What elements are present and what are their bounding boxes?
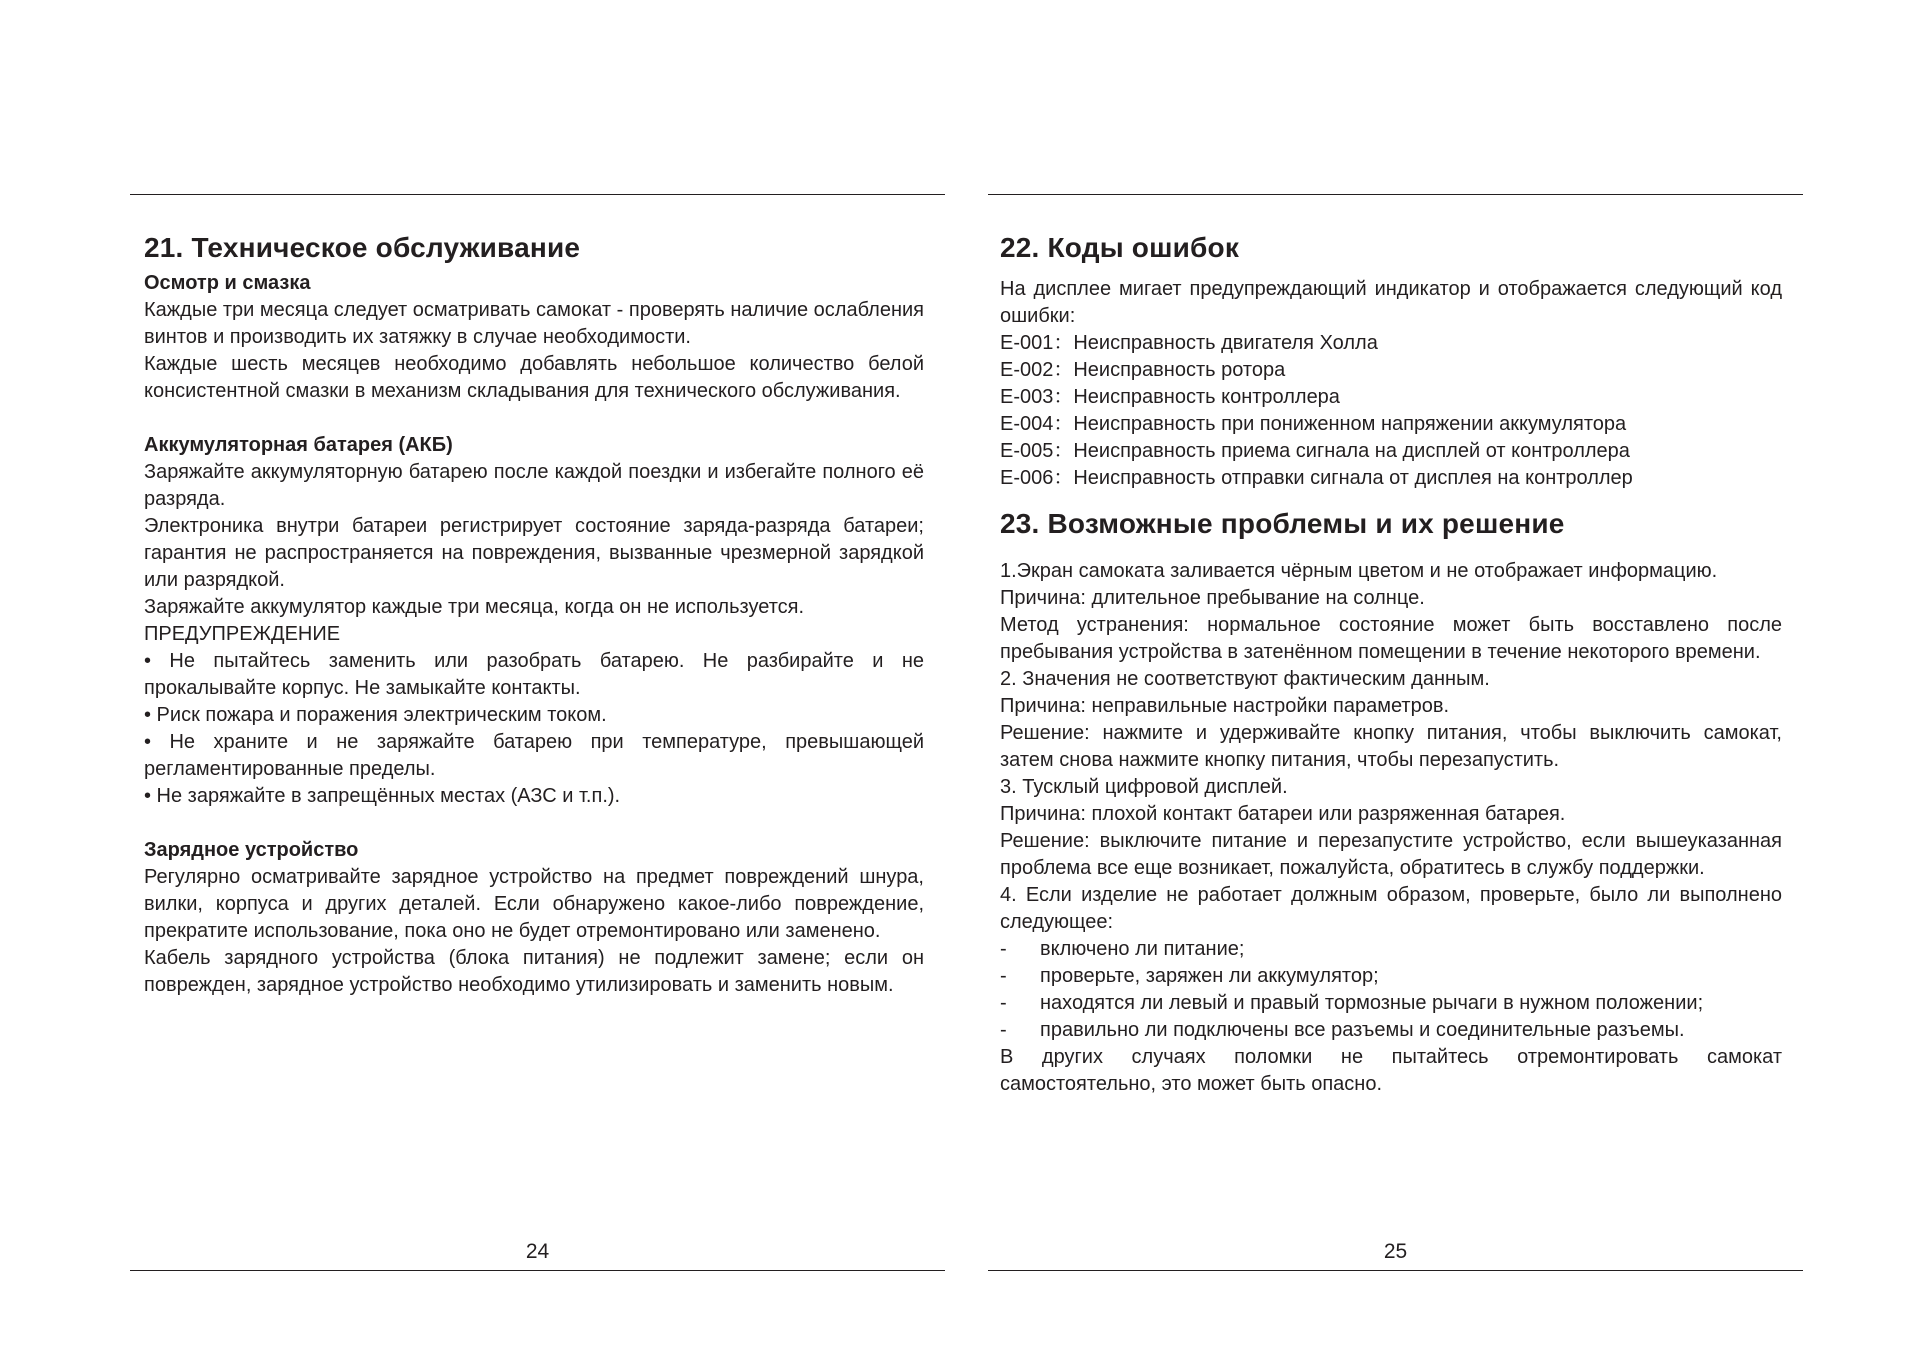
error-code: E-006：Неисправность отправки сигнала от дисплея на контроллер — [1000, 467, 1633, 489]
warning-item: • Не заряжайте в запрещённых местах (АЗС и т.п.). — [144, 785, 621, 807]
checklist-text: проверьте, заряжен ли аккумулятор; — [1040, 965, 1379, 987]
paragraph: Электроника внутри батареи регистрирует состояние заряда-разряда батареи; гарантия не распространяется на повреждения, вызванные чрезмерной зарядкой или разрядкой. — [144, 515, 924, 591]
problem-line: Метод устранения: нормальное состояние может быть восставлено после пребывания устройства в затенённом помещении в течение некоторого времени. — [1000, 614, 1782, 663]
problem-line: Решение: нажмите и удерживайте кнопку питания, чтобы выключить самокат, затем снова нажмите кнопку питания, чтобы перезапустить. — [1000, 722, 1782, 771]
checklist-item — [1000, 990, 1782, 1017]
left-page — [130, 0, 945, 1357]
section-title: 22. Коды ошибок — [1000, 232, 1240, 263]
right-page — [988, 0, 1803, 1357]
checklist-text: находятся ли левый и правый тормозные рычаги в нужном положении; — [1040, 992, 1704, 1014]
error-intro: На дисплее мигает предупреждающий индикатор и отображается следующий код ошибки: — [1000, 278, 1782, 327]
paragraph: Кабель зарядного устройства (блока питания) не подлежит замене; если он поврежден, зарядное устройство необходимо утилизировать и заменить новым. — [144, 947, 924, 996]
bottom-divider — [130, 1270, 945, 1271]
warning-label: ПРЕДУПРЕЖДЕНИЕ — [144, 623, 341, 645]
dash-marker: - — [1000, 992, 1007, 1014]
paragraph: Регулярно осматривайте зарядное устройство на предмет повреждений шнура, вилки, корпуса и других деталей. Если обнаружено какое-либо повреждение, прекратите использование, пока оно не будет отремонтировано или заменено. — [144, 866, 924, 942]
battery-heading: Аккумуляторная батарея (АКБ) — [144, 434, 453, 456]
section-title: 23. Возможные проблемы и их решение — [1000, 508, 1565, 539]
problems-list — [1000, 558, 1782, 1098]
problem-line: 1.Экран самоката заливается чёрным цветом и не отображает информацию. — [1000, 560, 1718, 582]
checklist-text: включено ли питание; — [1040, 938, 1245, 960]
problem-line: Причина: плохой контакт батареи или разряженная батарея. — [1000, 803, 1566, 825]
right-content — [1000, 230, 1782, 1098]
paragraph: Заряжайте аккумулятор каждые три месяца, когда он не используется. — [144, 596, 805, 618]
dash-marker: - — [1000, 938, 1007, 960]
warning-item: • Риск пожара и поражения электрическим током. — [144, 704, 607, 726]
error-code: E-002：Неисправность ротора — [1000, 359, 1286, 381]
closing-note: В других случаях поломки не пытайтесь отремонтировать самокат самостоятельно, это может быть опасно. — [1000, 1046, 1782, 1095]
checklist-item — [1000, 936, 1782, 963]
warning-item: • Не пытайтесь заменить или разобрать батарею. Не разбирайте и не прокалывайте корпус. Не замыкайте контакты. — [144, 650, 924, 699]
maintenance-section — [144, 230, 924, 999]
problem-line: 2. Значения не соответствуют фактическим данным. — [1000, 668, 1490, 690]
charger-heading: Зарядное устройство — [144, 839, 359, 861]
section-title: 21. Техническое обслуживание — [144, 232, 581, 263]
problem-line: 4. Если изделие не работает должным образом, проверьте, было ли выполнено следующее: — [1000, 884, 1782, 933]
problem-line: Решение: выключите питание и перезапустите устройство, если вышеуказанная проблема все еще возникает, пожалуйста, обратитесь в службу поддержки. — [1000, 830, 1782, 879]
checklist-item — [1000, 963, 1782, 990]
problem-line: Причина: длительное пребывание на солнце. — [1000, 587, 1425, 609]
paragraph: Каждые три месяца следует осматривать самокат - проверять наличие ослабления винтов и производить их затяжку в случае необходимости. — [144, 299, 924, 348]
error-code: E-004：Неисправность при пониженном напряжении аккумулятора — [1000, 413, 1627, 435]
top-divider — [130, 194, 945, 195]
top-divider — [988, 194, 1803, 195]
page-number: 25 — [1383, 1240, 1408, 1263]
problem-line: Причина: неправильные настройки параметров. — [1000, 695, 1449, 717]
dash-marker: - — [1000, 1019, 1007, 1041]
dash-marker: - — [1000, 965, 1007, 987]
checklist-text: правильно ли подключены все разъемы и соединительные разъемы. — [1040, 1019, 1685, 1041]
problem-line: 3. Тусклый цифровой дисплей. — [1000, 776, 1288, 798]
error-code: E-003：Неисправность контроллера — [1000, 386, 1340, 408]
error-code: E-001：Неисправность двигателя Холла — [1000, 332, 1378, 354]
paragraph: Заряжайте аккумуляторную батарею после каждой поездки и избегайте полного её разряда. — [144, 461, 924, 510]
error-code: E-005：Неисправность приема сигнала на дисплей от контроллера — [1000, 440, 1630, 462]
paragraph: Каждые шесть месяцев необходимо добавлять небольшое количество белой консистентной смазки в механизм складывания для технического обслуживания. — [144, 353, 924, 402]
inspection-heading: Осмотр и смазка — [144, 272, 311, 294]
bottom-divider — [988, 1270, 1803, 1271]
checklist-item — [1000, 1017, 1782, 1044]
page-number: 24 — [525, 1240, 550, 1263]
warning-item: • Не храните и не заряжайте батарею при температуре, превышающей регламентированные пределы. — [144, 731, 924, 780]
